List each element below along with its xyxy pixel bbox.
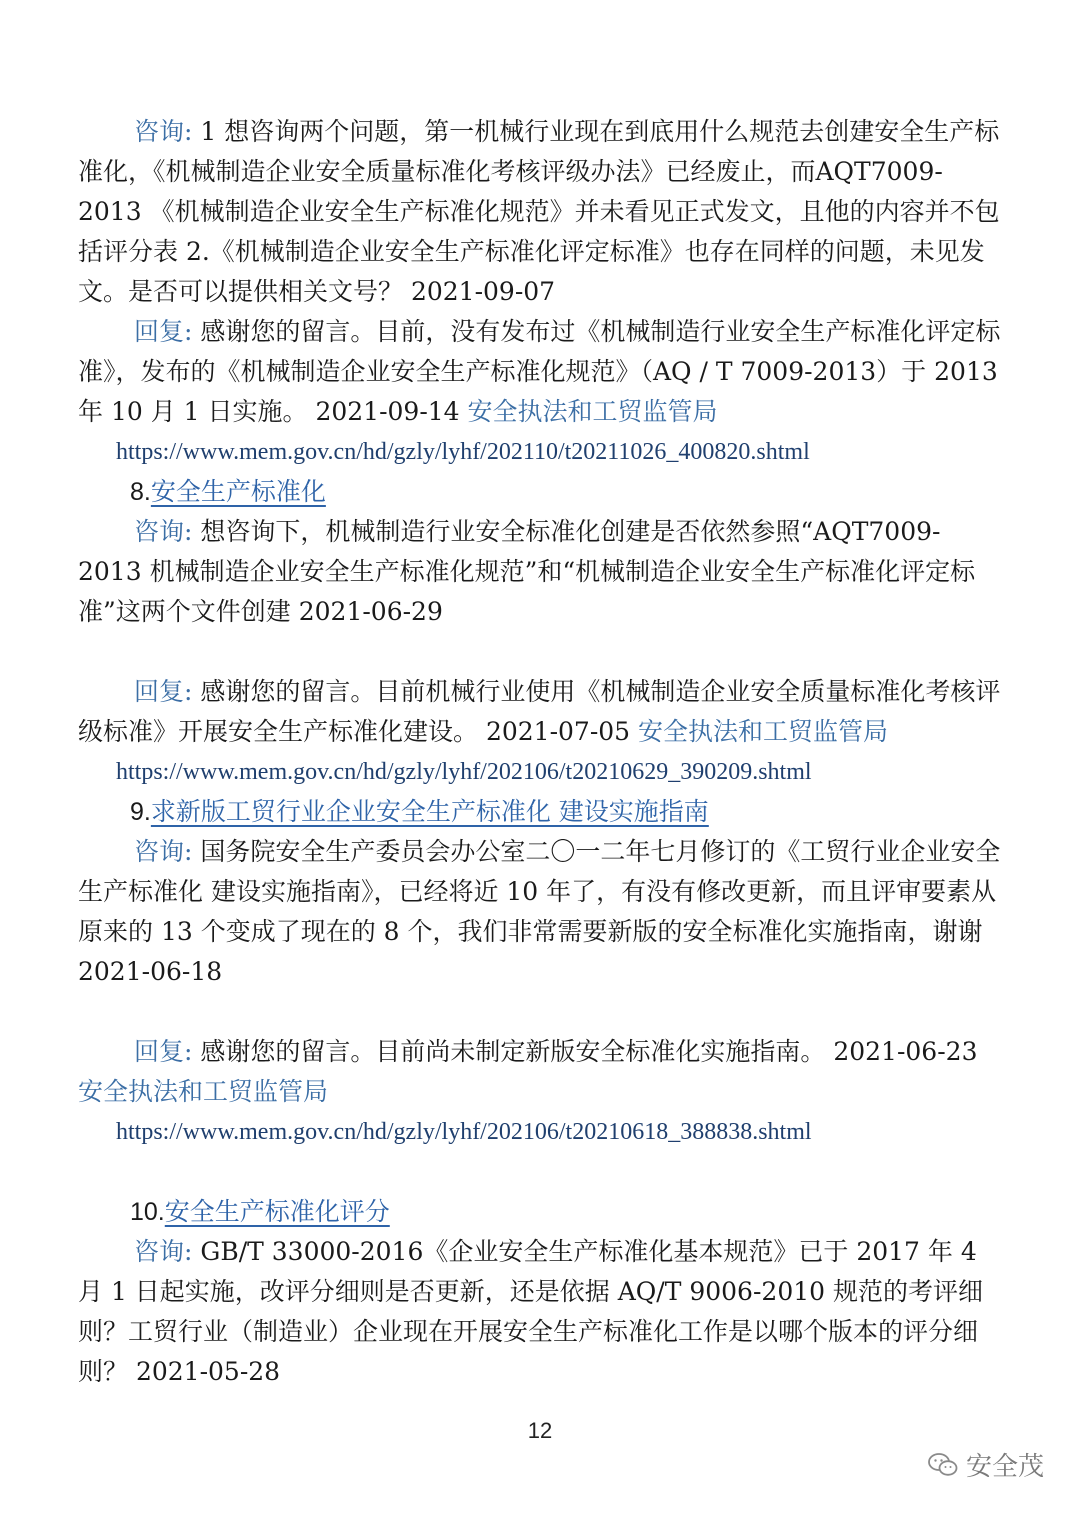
consult-text: 想咨询下，机械制造行业安全标准化创建是否依然参照“AQT7009-2013 机械制造企业安全生产标准化规范”和“机械制造企业安全生产标准化评定标准”这两个文件创建 2021-06-29 <box>78 517 976 626</box>
consult-label: 咨询: <box>134 1237 193 1266</box>
reply-department: 安全执法和工贸监管局 <box>638 717 889 746</box>
reply-text: 感谢您的留言。目前，没有发布过《机械制造行业安全生产标准化评定标准》，发布的《机械制造企业安全生产标准化规范》（AQ / T 7009-2013）于 2013 年 10 月 1 日实施。 2021-09-14 <box>78 317 1001 426</box>
reply-text: 感谢您的留言。目前机械行业使用《机械制造企业安全质量标准化考核评级标准》开展安全生产标准化建设。 2021-07-05 <box>78 677 1001 746</box>
consult-label: 咨询: <box>134 837 193 866</box>
consult-text: 国务院安全生产委员会办公室二〇一二年七月修订的《工贸行业企业安全生产标准化 建设实施指南》，已经将近 10 年了，有没有修改更新，而且评审要素从原来的 13 个变成了现在的 8 个，我们非常需要新版的安全标准化实施指南，谢谢 2021-06-18 <box>78 837 1001 986</box>
wechat-icon <box>928 1452 958 1478</box>
section-title-link[interactable]: 安全生产标准化 <box>150 477 326 506</box>
reply-department: 安全执法和工贸监管局 <box>78 1077 329 1106</box>
consult-paragraph <box>78 112 1003 312</box>
reply-paragraph <box>78 1032 1003 1112</box>
section-heading <box>78 472 1003 512</box>
consult-label: 咨询: <box>134 517 193 546</box>
reply-department: 安全执法和工贸监管局 <box>467 397 718 426</box>
source-url-link[interactable]: https://www.mem.gov.cn/hd/gzly/lyhf/202106/t20210618_388838.shtml <box>116 1119 812 1145</box>
watermark-text: 安全茂 <box>965 1452 1044 1482</box>
reply-paragraph <box>78 672 1003 752</box>
spacer <box>78 632 1003 672</box>
reply-label: 回复: <box>134 1037 193 1066</box>
spacer <box>78 992 1003 1032</box>
consult-paragraph <box>78 1232 1003 1392</box>
section-number: 8. <box>130 478 151 506</box>
section-heading <box>78 1192 1003 1232</box>
reply-text: 感谢您的留言。目前尚未制定新版安全标准化实施指南。 2021-06-23 <box>192 1037 978 1066</box>
page-number: 12 <box>527 1418 553 1443</box>
consult-paragraph <box>78 832 1003 992</box>
watermark <box>928 1446 1044 1483</box>
consult-text: 1 想咨询两个问题，第一机械行业现在到底用什么规范去创建安全生产标准化，《机械制造企业安全质量标准化考核评级办法》已经废止，而AQT7009-2013 《机械制造企业安全生产标准化规范》并未看见正式发文，且他的内容并不包括评分表 2.《机械制造企业安全生产标准化评定标准》也存在同样的问题，未见发文。是否可以提供相关文号？ 2021-09-07 <box>78 117 1000 306</box>
section-number: 10. <box>130 1198 165 1226</box>
source-url-link[interactable]: https://www.mem.gov.cn/hd/gzly/lyhf/202106/t20210629_390209.shtml <box>116 759 812 785</box>
spacer <box>78 1152 1003 1192</box>
consult-label: 咨询: <box>134 117 193 146</box>
reply-label: 回复: <box>134 317 193 346</box>
section-heading <box>78 792 1003 832</box>
consult-paragraph <box>78 512 1003 632</box>
section-title-link[interactable]: 求新版工贸行业企业安全生产标准化 建设实施指南 <box>150 797 709 826</box>
section-title-link[interactable]: 安全生产标准化评分 <box>164 1197 390 1226</box>
reply-label: 回复: <box>134 677 193 706</box>
section-number: 9. <box>130 798 151 826</box>
document-body <box>78 112 1003 1392</box>
reply-paragraph <box>78 312 1003 432</box>
source-url-link[interactable]: https://www.mem.gov.cn/hd/gzly/lyhf/202110/t20211026_400820.shtml <box>116 439 810 465</box>
consult-text: GB/T 33000-2016《企业安全生产标准化基本规范》已于 2017 年 4 月 1 日起实施，改评分细则是否更新，还是依据 AQ/T 9006-2010 规范的考评细则？工贸行业（制造业）企业现在开展安全生产标准化工作是以哪个版本的评分细则？ 2021-05-28 <box>78 1237 983 1386</box>
